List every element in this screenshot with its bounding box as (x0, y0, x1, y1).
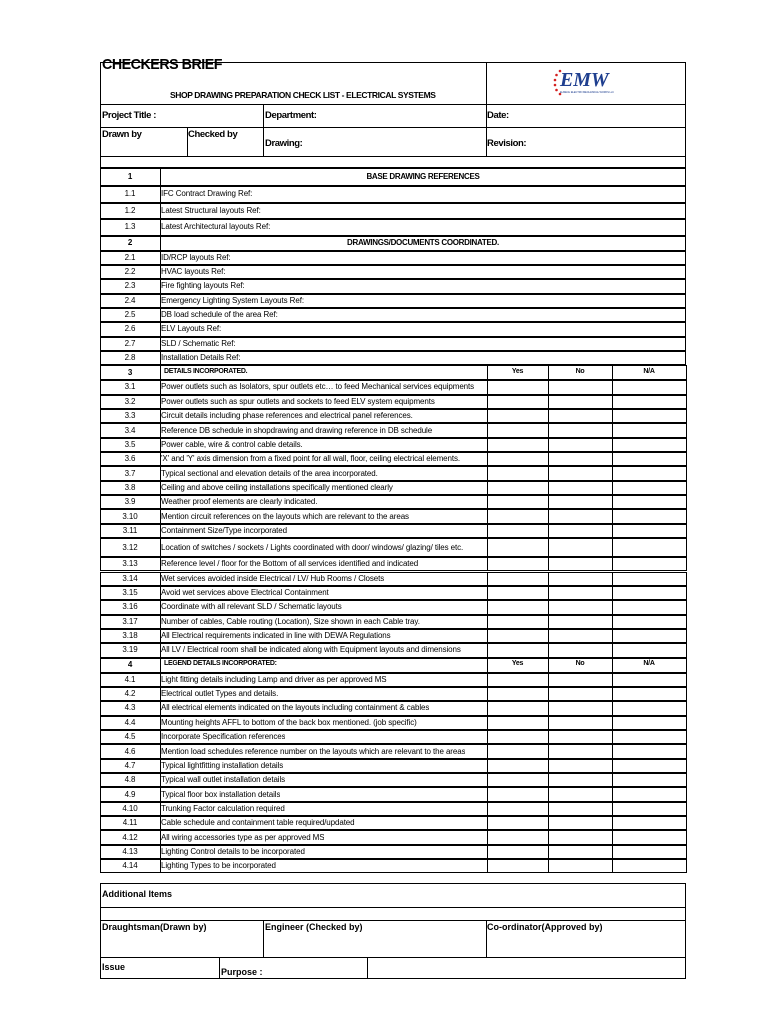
item-text: Wet services avoided inside Electrical / LV/ Hub Rooms / Closets (161, 573, 385, 583)
checkbox-na[interactable] (612, 615, 687, 629)
checkbox-yes[interactable] (487, 452, 549, 466)
checkbox-na[interactable] (612, 730, 687, 744)
item-text: Weather proof elements are clearly indicated. (161, 497, 318, 507)
section-title: DRAWINGS/DOCUMENTS COORDINATED. (347, 238, 499, 247)
item-text: Reference DB schedule in shopdrawing and drawing reference in DB schedule (161, 425, 433, 435)
document-subtitle: SHOP DRAWING PREPARATION CHECK LIST - ELECTRICAL SYSTEMS (170, 90, 436, 100)
item-number: 3.10 (122, 511, 138, 521)
item-text: Light fitting details including Lamp and driver as per approved MS (161, 674, 387, 684)
issue-label: Issue (102, 962, 126, 972)
checkbox-na[interactable] (612, 495, 687, 509)
item-number: 3.11 (122, 525, 138, 535)
item-number: 2.5 (124, 310, 136, 320)
item-text: All Electrical requirements indicated in line with DEWA Regulations (161, 631, 391, 641)
checkbox-na[interactable] (612, 380, 687, 394)
checkbox-yes[interactable] (487, 524, 549, 538)
checkbox-yes[interactable] (487, 380, 549, 394)
date-field[interactable] (486, 104, 686, 128)
checkbox-na[interactable] (612, 759, 687, 773)
draughtsman-label: Draughtsman(Drawn by) (102, 922, 207, 932)
checkbox-no[interactable] (548, 859, 613, 873)
drawn-by-label: Drawn by (102, 129, 142, 140)
checkbox-yes[interactable] (487, 466, 549, 480)
checkbox-yes[interactable] (487, 629, 549, 643)
checkbox-no[interactable] (548, 730, 613, 744)
item-text-cell[interactable] (160, 337, 686, 351)
checkbox-no[interactable] (548, 572, 613, 586)
checkbox-no[interactable] (548, 845, 613, 859)
checkbox-yes[interactable] (487, 673, 549, 687)
checkbox-na[interactable] (612, 409, 687, 423)
item-number: 3.14 (122, 573, 138, 583)
item-number: 3.1 (124, 382, 136, 392)
item-text: Circuit details including phase references and electrical panel references. (161, 411, 413, 421)
checkbox-na[interactable] (612, 629, 687, 643)
checkbox-yes[interactable] (487, 509, 549, 523)
checkbox-no[interactable] (548, 673, 613, 687)
item-text: Ceiling and above ceiling installations specifically mentioned clearly (161, 482, 393, 492)
item-text: Containment Size/Type incorporated (161, 525, 288, 535)
item-text: DB load schedule of the area Ref: (161, 310, 278, 320)
checkbox-no[interactable] (548, 615, 613, 629)
section-number: 4 (127, 660, 133, 670)
section-title: DETAILS INCORPORATED. (164, 367, 248, 375)
column-header-yes: Yes (511, 660, 524, 668)
checkbox-yes[interactable] (487, 557, 549, 571)
checkbox-na[interactable] (612, 438, 687, 452)
item-number: 2.6 (124, 324, 136, 334)
item-text: ID/RCP layouts Ref: (161, 252, 231, 262)
item-number: 4.3 (124, 703, 136, 713)
coordinator-label: Co-ordinator(Approved by) (487, 922, 603, 932)
checkbox-na[interactable] (612, 802, 687, 816)
item-text: Trunking Factor calculation required (161, 803, 285, 813)
checkbox-yes[interactable] (487, 730, 549, 744)
item-number: 4.13 (122, 846, 138, 856)
checkbox-yes[interactable] (487, 643, 549, 657)
item-number: 3.8 (124, 482, 136, 492)
item-text: Coordinate with all relevant SLD / Schematic layouts (161, 602, 342, 612)
item-text: Mounting heights AFFL to bottom of the back box mentioned. (job specific) (161, 717, 417, 727)
checkbox-na[interactable] (612, 673, 687, 687)
checkbox-no[interactable] (548, 557, 613, 571)
item-text: Avoid wet services above Electrical Containment (161, 588, 329, 598)
item-text: Lighting Control details to be incorporated (161, 846, 305, 856)
item-text: All electrical elements indicated on the layouts including containment & cables (161, 703, 430, 713)
item-text: Power cable, wire & control cable details. (161, 439, 303, 449)
checkbox-na[interactable] (612, 600, 687, 614)
checkbox-no[interactable] (548, 687, 613, 701)
checkbox-na[interactable] (612, 524, 687, 538)
document-title: CHECKERS BRIEF (102, 56, 223, 73)
item-text: Cable schedule and containment table required/updated (161, 818, 355, 828)
checkbox-na[interactable] (612, 538, 687, 557)
spacer-row (100, 156, 686, 168)
item-number: 4.6 (124, 746, 136, 756)
item-number: 3.15 (122, 588, 138, 598)
checkbox-no[interactable] (548, 716, 613, 730)
item-number: 4.11 (122, 818, 138, 828)
item-text: Power outlets such as spur outlets and sockets to feed ELV system equipments (161, 396, 435, 406)
department-label: Department: (265, 110, 317, 121)
checkbox-yes[interactable] (487, 759, 549, 773)
item-text: Latest Structural layouts Ref: (161, 205, 261, 215)
item-text: Typical sectional and elevation details of the area incorporated. (161, 468, 378, 478)
item-number: 3.19 (122, 645, 138, 655)
checkbox-na[interactable] (612, 716, 687, 730)
item-text: All wiring accessories type as per approved MS (161, 832, 325, 842)
logo-caption: ELMECH ELECTRO MECHANICAL WORKS LLC (560, 91, 614, 94)
column-header-no: No (575, 367, 585, 375)
checkbox-na[interactable] (612, 466, 687, 480)
item-text: Electrical outlet Types and details. (161, 689, 279, 699)
checkbox-yes[interactable] (487, 586, 549, 600)
checkbox-na[interactable] (612, 395, 687, 409)
item-number: 3.12 (122, 542, 138, 552)
item-number: 3.3 (124, 411, 136, 421)
checkbox-yes[interactable] (487, 701, 549, 715)
section-title: BASE DRAWING REFERENCES (366, 172, 480, 181)
item-text: Lighting Types to be incorporated (161, 861, 276, 871)
checkbox-yes[interactable] (487, 859, 549, 873)
checkbox-no[interactable] (548, 643, 613, 657)
item-number: 1.3 (124, 222, 136, 232)
checkbox-no[interactable] (548, 759, 613, 773)
checkbox-yes[interactable] (487, 538, 549, 557)
checkbox-no[interactable] (548, 830, 613, 844)
checkbox-yes[interactable] (487, 572, 549, 586)
checkbox-no[interactable] (548, 409, 613, 423)
checkbox-no[interactable] (548, 701, 613, 715)
checkbox-na[interactable] (612, 701, 687, 715)
checkbox-yes[interactable] (487, 845, 549, 859)
checked-by-label: Checked by (188, 129, 238, 140)
checkbox-no[interactable] (548, 787, 613, 801)
checkbox-no[interactable] (548, 629, 613, 643)
item-number: 4.1 (124, 674, 136, 684)
checkbox-no[interactable] (548, 423, 613, 437)
column-header-na: N/A (643, 660, 655, 668)
purpose-label: Purpose : (221, 967, 263, 977)
item-number: 4.9 (124, 789, 136, 799)
item-number: 3.7 (124, 468, 136, 478)
item-number: 2.2 (124, 267, 136, 277)
item-number: 4.14 (122, 861, 138, 871)
item-text: All LV / Electrical room shall be indicated along with Equipment layouts and dimensions (161, 645, 461, 655)
engineer-label: Engineer (Checked by) (265, 922, 363, 932)
checkbox-na[interactable] (612, 423, 687, 437)
checkbox-no[interactable] (548, 466, 613, 480)
item-text-cell[interactable] (160, 322, 686, 336)
checkbox-na[interactable] (612, 481, 687, 495)
checkbox-yes[interactable] (487, 600, 549, 614)
checkbox-na[interactable] (612, 859, 687, 873)
checkbox-yes[interactable] (487, 744, 549, 758)
item-number: 3.2 (124, 396, 136, 406)
item-text-cell[interactable] (160, 251, 686, 265)
item-number: 4.10 (122, 803, 138, 813)
item-text: IFC Contract Drawing Ref: (161, 189, 253, 199)
item-text: Reference level / floor for the Bottom of all services identified and indicated (161, 559, 419, 569)
column-header-no: No (575, 660, 585, 668)
checkbox-no[interactable] (548, 600, 613, 614)
checkbox-no[interactable] (548, 395, 613, 409)
checkbox-na[interactable] (612, 557, 687, 571)
item-number: 3.6 (124, 454, 136, 464)
item-number: 3.5 (124, 439, 136, 449)
checkbox-na[interactable] (612, 773, 687, 787)
checkbox-no[interactable] (548, 524, 613, 538)
checkbox-yes[interactable] (487, 802, 549, 816)
project-title-label: Project Title : (102, 110, 157, 121)
item-number: 3.17 (122, 616, 138, 626)
checkbox-no[interactable] (548, 452, 613, 466)
item-text: Typical lightfitting installation details (161, 760, 284, 770)
checkbox-no[interactable] (548, 744, 613, 758)
item-number: 2.4 (124, 295, 136, 305)
checkbox-no[interactable] (548, 380, 613, 394)
company-logo (552, 66, 612, 102)
section-number: 3 (127, 367, 133, 377)
checkbox-yes[interactable] (487, 830, 549, 844)
item-text: Latest Architectural layouts Ref: (161, 222, 271, 232)
item-number: 3.18 (122, 631, 138, 641)
item-text-cell[interactable] (160, 265, 686, 279)
additional-items-blank[interactable] (100, 907, 686, 921)
item-number: 3.16 (122, 602, 138, 612)
item-text: Installation Details Ref: (161, 353, 241, 363)
checkbox-yes[interactable] (487, 395, 549, 409)
checkbox-na[interactable] (612, 816, 687, 830)
checkbox-yes[interactable] (487, 438, 549, 452)
item-text: Power outlets such as Isolators, spur outlets etc… to feed Mechanical services equipments (161, 382, 475, 392)
checkbox-na[interactable] (612, 744, 687, 758)
item-number: 4.5 (124, 732, 136, 742)
checkbox-yes[interactable] (487, 773, 549, 787)
checkbox-no[interactable] (548, 773, 613, 787)
item-text: 'X' and 'Y' axis dimension from a fixed point for all wall, floor, ceiling electrical elements. (161, 454, 460, 464)
checkbox-yes[interactable] (487, 409, 549, 423)
item-text: Location of switches / sockets / Lights coordinated with door/ windows/ glazing/ tiles etc. (161, 542, 464, 552)
section-number: 1 (127, 172, 133, 181)
item-text: Typical floor box installation details (161, 789, 281, 799)
item-text: Typical wall outlet installation details (161, 775, 286, 785)
item-text: Incorporate Specification references (161, 732, 286, 742)
checkbox-yes[interactable] (487, 787, 549, 801)
checkbox-na[interactable] (612, 845, 687, 859)
additional-items-label: Additional Items (102, 889, 173, 899)
checkbox-na[interactable] (612, 572, 687, 586)
item-number: 4.4 (124, 717, 136, 727)
item-number: 4.2 (124, 689, 136, 699)
checkbox-no[interactable] (548, 509, 613, 523)
item-number: 3.9 (124, 497, 136, 507)
checkbox-yes[interactable] (487, 481, 549, 495)
item-number: 2.1 (124, 252, 136, 262)
item-number: 4.8 (124, 775, 136, 785)
checkbox-no[interactable] (548, 438, 613, 452)
item-number: 3.4 (124, 425, 136, 435)
item-text: Emergency Lighting System Layouts Ref: (161, 295, 304, 305)
checkbox-na[interactable] (612, 787, 687, 801)
logo-wordmark: EMW (560, 69, 609, 91)
item-text: Number of cables, Cable routing (Location), Size shown in each Cable tray. (161, 616, 420, 626)
checkbox-yes[interactable] (487, 716, 549, 730)
item-number: 4.12 (122, 832, 138, 842)
item-text: SLD / Schematic Ref: (161, 338, 236, 348)
item-number: 1.1 (124, 189, 136, 199)
checkbox-no[interactable] (548, 586, 613, 600)
column-header-na: N/A (643, 367, 655, 375)
checkbox-no[interactable] (548, 816, 613, 830)
revision-label: Revision: (487, 138, 527, 149)
checkbox-no[interactable] (548, 481, 613, 495)
checkbox-yes[interactable] (487, 423, 549, 437)
drawing-label: Drawing: (265, 138, 303, 149)
section-title: LEGEND DETAILS INCORPORATED: (164, 660, 277, 668)
checkbox-yes[interactable] (487, 495, 549, 509)
checkbox-na[interactable] (612, 452, 687, 466)
checkbox-yes[interactable] (487, 816, 549, 830)
item-number: 2.3 (124, 281, 136, 291)
item-text: ELV Layouts Ref: (161, 324, 222, 334)
item-number: 2.8 (124, 353, 136, 363)
checkbox-no[interactable] (548, 802, 613, 816)
item-text: HVAC layouts Ref: (161, 267, 226, 277)
checkbox-na[interactable] (612, 830, 687, 844)
item-number: 1.2 (124, 205, 136, 215)
checkbox-no[interactable] (548, 538, 613, 557)
additional-items-row[interactable] (100, 883, 686, 908)
item-text: Fire fighting layouts Ref: (161, 281, 245, 291)
item-number: 4.7 (124, 760, 136, 770)
checkbox-na[interactable] (612, 643, 687, 657)
checkbox-na[interactable] (612, 509, 687, 523)
column-header-yes: Yes (511, 367, 524, 375)
checkbox-no[interactable] (548, 495, 613, 509)
item-number: 2.7 (124, 338, 136, 348)
checkbox-yes[interactable] (487, 615, 549, 629)
item-text: Mention circuit references on the layouts which are relevant to the areas (161, 511, 409, 521)
checkbox-na[interactable] (612, 586, 687, 600)
date-label: Date: (487, 110, 509, 121)
purpose-blank[interactable] (367, 957, 686, 979)
checkbox-na[interactable] (612, 687, 687, 701)
item-text: Mention load schedules reference number on the layouts which are relevant to the areas (161, 746, 466, 756)
checkbox-yes[interactable] (487, 687, 549, 701)
section-number: 2 (127, 238, 133, 247)
item-number: 3.13 (122, 559, 138, 569)
